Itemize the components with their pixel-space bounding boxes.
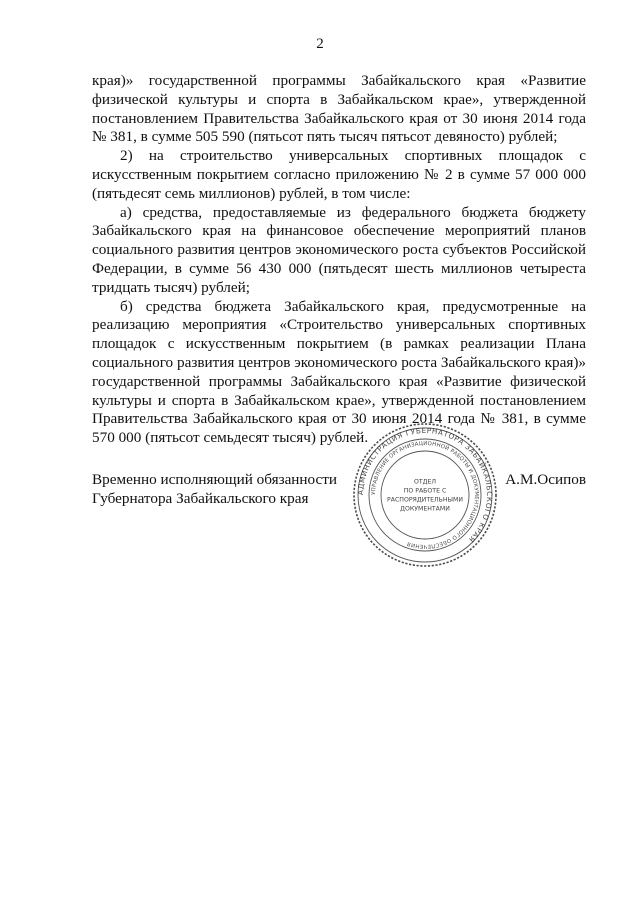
signatory-title-line-2: Губернатора Забайкальского края [92, 490, 309, 507]
svg-text:АДМИНИСТРАЦИЯ ГУБЕРНАТОРА ЗАБА: АДМИНИСТРАЦИЯ ГУБЕРНАТОРА ЗАБАЙКАЛЬСКОГО КРАЯ [355, 425, 495, 545]
svg-text:УПРАВЛЕНИЕ ОРГАНИЗАЦИОННОЙ РАБ: УПРАВЛЕНИЕ ОРГАНИЗАЦИОННОЙ РАБОТЫ И ДОКУМЕНТАЦИОННОГО ОБЕСПЕЧЕНИЯ [370, 440, 480, 550]
document-body [92, 72, 586, 448]
page-number: 2 [316, 36, 324, 52]
signatory-name: А.М.Осипов [505, 471, 586, 488]
paragraph-3: а) средства, предоставляемые из федерального бюджета бюджету Забайкальского края на финансовое обеспечение мероприятий планов социального развития центров экономического роста субъектов Российской Федерации, в сумме 56 430 000 (пятьдесят шесть миллионов четыреста тридцать тысяч) рублей; [92, 203, 586, 296]
official-stamp [350, 420, 500, 570]
signatory-title [92, 470, 337, 508]
stamp-center-line: ПО РАБОТЕ С [403, 487, 447, 495]
signature-block [92, 470, 586, 550]
signatory-title-line-1: Временно исполняющий обязанности [92, 471, 338, 488]
stamp-seal-icon [350, 420, 500, 570]
paragraph-2: 2) на строительство универсальных спортивных площадок с искусственным покрытием согласно приложению № 2 в сумме 57 000 000 (пятьдесят семь миллионов) рублей, в том числе: [92, 147, 586, 202]
stamp-center-line: ДОКУМЕНТАМИ [400, 505, 450, 513]
paragraph-1: края)» государственной программы Забайкальского края «Развитие физической культуры и спорта в Забайкальском крае», утвержденной постановлением Правительства Забайкальского края от 30 июня 2014 года № 381, в сумме 505 590 (пятьсот пять тысяч пятьсот девяносто) рублей; [92, 72, 586, 146]
paragraph-4: б) средства бюджета Забайкальского края, предусмотренные на реализацию мероприятия «Строительство универсальных спортивных площадок с искусственным покрытием (в рамках реализации Плана социального развития центров экономического роста Забайкальского края)» государственной программы Забайкальского края «Развитие физической культуры и спорта в Забайкальском крае», утвержденной постановлением Правительства Забайкальского края от 30 июня 2014 года № 381, в сумме 570 000 (пятьсот семьдесят тысяч) рублей. [92, 297, 586, 447]
stamp-center-line: ОТДЕЛ [413, 478, 437, 486]
stamp-center-line: РАСПОРЯДИТЕЛЬНЫМИ [387, 496, 463, 504]
